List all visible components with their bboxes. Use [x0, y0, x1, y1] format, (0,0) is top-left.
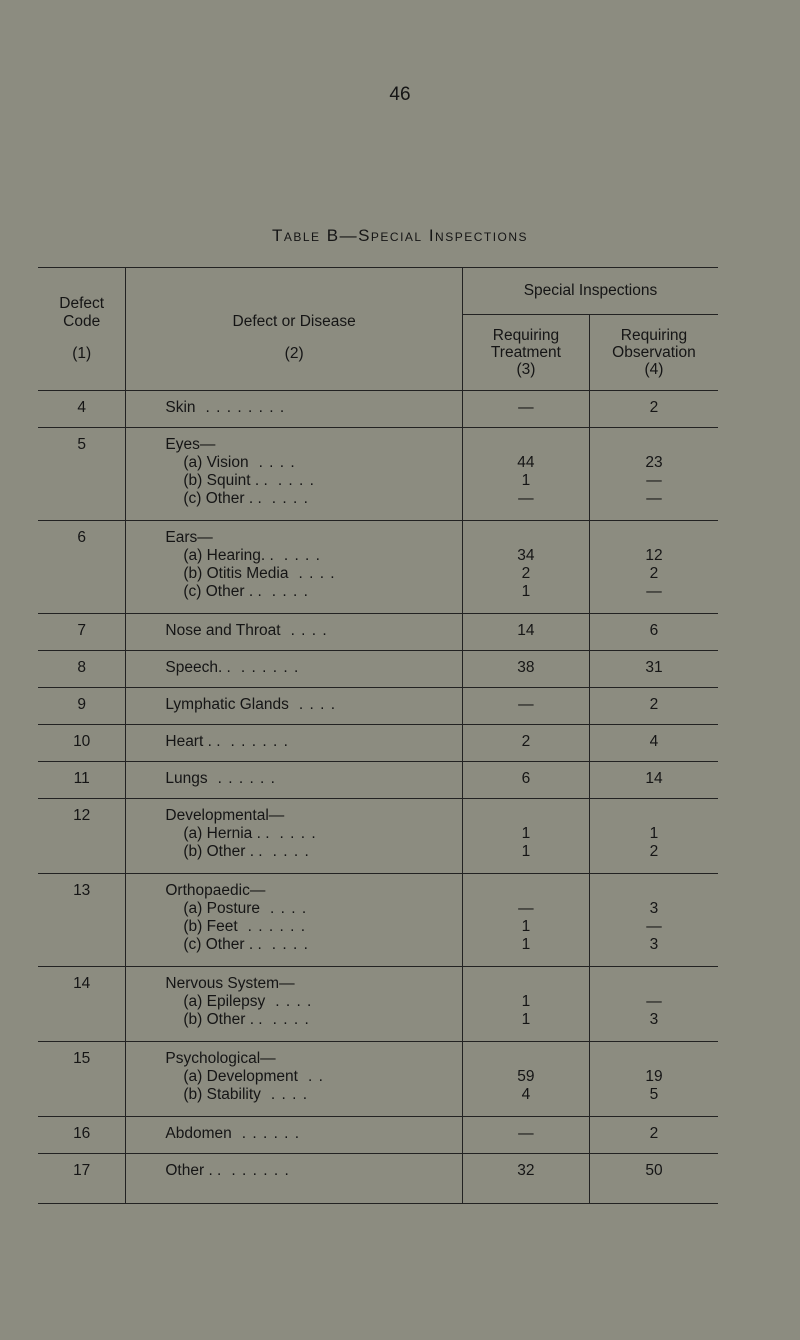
- treatment-value: —: [518, 696, 534, 713]
- observation-value: 2: [649, 843, 659, 860]
- leader-dots: . . . .: [270, 900, 308, 917]
- defect-label: Heart . .: [165, 733, 221, 750]
- defect-line: [165, 454, 456, 472]
- leader-dots: . . . .: [272, 1011, 310, 1028]
- treatment-value: 32: [517, 1162, 535, 1179]
- requiring-observation-cell: [589, 428, 718, 521]
- defect-line: [165, 490, 456, 508]
- requiring-treatment-cell: [462, 521, 589, 614]
- requiring-treatment-cell: [462, 651, 589, 688]
- defect-label: (a) Hearing. .: [183, 547, 274, 564]
- leader-dots: . . . .: [271, 490, 309, 507]
- observation-value: 5: [649, 1086, 659, 1103]
- defect-line: [165, 1125, 456, 1143]
- defect-label: (b) Squint . .: [183, 472, 268, 489]
- requiring-treatment-cell: [462, 874, 589, 967]
- defect-label: (a) Development: [183, 1068, 298, 1085]
- leader-dots: . . . . . .: [241, 1125, 301, 1142]
- treatment-value: 1: [521, 843, 531, 860]
- defect-code-cell: 5: [38, 428, 126, 521]
- treatment-value: 1: [521, 936, 531, 953]
- defect-line: [165, 583, 456, 601]
- observation-value: —: [646, 918, 662, 935]
- requiring-treatment-cell: [462, 967, 589, 1042]
- header-defect-or-disease: Defect or Disease (2): [126, 268, 463, 391]
- defect-line: [165, 993, 456, 1011]
- requiring-treatment-cell: [462, 799, 589, 874]
- requiring-observation-cell: [589, 1154, 718, 1204]
- treatment-value: 1: [521, 1011, 531, 1028]
- observation-value: 50: [645, 1162, 663, 1179]
- defect-label: (a) Vision: [183, 454, 249, 471]
- requiring-observation-cell: [589, 1042, 718, 1117]
- defect-name-cell: [126, 874, 463, 967]
- leader-dots: . . . .: [277, 472, 315, 489]
- observation-value: 3: [649, 900, 659, 917]
- requiring-observation-cell: [589, 799, 718, 874]
- defect-label: (a) Posture: [183, 900, 261, 917]
- special-inspections-table: [38, 267, 718, 1204]
- defect-name-cell: [126, 614, 463, 651]
- defect-label: Lungs: [165, 770, 208, 787]
- defect-name-cell: [126, 1117, 463, 1154]
- treatment-value: 44: [517, 454, 535, 471]
- defect-code-cell: 12: [38, 799, 126, 874]
- defect-code-cell: 13: [38, 874, 126, 967]
- defect-code-cell: 9: [38, 688, 126, 725]
- leader-dots: . . . . . .: [240, 659, 300, 676]
- defect-label: (a) Hernia . .: [183, 825, 270, 842]
- treatment-value: 59: [517, 1068, 535, 1085]
- defect-label: (c) Other . .: [183, 936, 262, 953]
- observation-value: 6: [649, 622, 659, 639]
- defect-label: Skin: [165, 399, 196, 416]
- defect-heading: Nervous System—: [165, 975, 295, 992]
- leader-dots: . . . .: [272, 843, 310, 860]
- defect-name-cell: [126, 521, 463, 614]
- defect-heading: Psychological—: [165, 1050, 276, 1067]
- treatment-value: 1: [521, 993, 531, 1010]
- leader-dots: . . . .: [290, 622, 328, 639]
- leader-dots: . . . .: [279, 825, 317, 842]
- table-title: Table B—Special Inspections: [271, 226, 529, 245]
- table-row: [38, 428, 718, 521]
- requiring-observation-cell: [589, 725, 718, 762]
- treatment-value: 2: [521, 565, 531, 582]
- defect-code-cell: 15: [38, 1042, 126, 1117]
- treatment-value: —: [518, 1125, 534, 1142]
- table-body: [38, 391, 718, 1204]
- requiring-observation-cell: [589, 1117, 718, 1154]
- leader-dots: . . . .: [298, 696, 337, 713]
- observation-value: 2: [649, 1125, 659, 1142]
- requiring-observation-cell: [589, 521, 718, 614]
- defect-line: [165, 936, 456, 954]
- defect-line: [165, 900, 456, 918]
- requiring-treatment-cell: [462, 428, 589, 521]
- defect-line: [165, 825, 456, 843]
- defect-name-cell: [126, 762, 463, 799]
- leader-dots: . . . .: [283, 547, 321, 564]
- defect-name-cell: [126, 725, 463, 762]
- defect-line: [165, 547, 456, 565]
- header-requiring-observation: Requiring Observation (4): [589, 315, 718, 391]
- leader-dots: . . . . . .: [217, 770, 276, 787]
- defect-code-cell: 11: [38, 762, 126, 799]
- table-row: [38, 688, 718, 725]
- defect-line: [165, 918, 456, 936]
- page-number: 46: [389, 84, 411, 105]
- defect-name-cell: [126, 391, 463, 428]
- defect-heading: Developmental—: [165, 807, 285, 824]
- requiring-treatment-cell: [462, 1154, 589, 1204]
- defect-label: (a) Epilepsy: [183, 993, 266, 1010]
- header-special-inspections: Special Inspections: [462, 268, 718, 315]
- defect-line: [165, 1162, 456, 1180]
- defect-line: [165, 770, 456, 788]
- treatment-value: —: [518, 399, 534, 416]
- table-row: [38, 1154, 718, 1204]
- defect-label: (b) Otitis Media: [183, 565, 289, 582]
- defect-line: [165, 399, 456, 417]
- defect-code-cell: 7: [38, 614, 126, 651]
- defect-label: (b) Feet: [183, 918, 238, 935]
- requiring-treatment-cell: [462, 725, 589, 762]
- table-row: [38, 391, 718, 428]
- treatment-value: 6: [521, 770, 531, 787]
- observation-value: —: [646, 993, 662, 1010]
- header-defect-code: Defect Code (1): [38, 268, 126, 391]
- defect-label: (b) Other . .: [183, 843, 263, 860]
- treatment-value: 1: [521, 472, 531, 489]
- table-row: [38, 1117, 718, 1154]
- defect-line: [165, 659, 456, 677]
- treatment-value: —: [518, 900, 534, 917]
- observation-value: 14: [645, 770, 663, 787]
- defect-heading: Ears—: [165, 529, 213, 546]
- table-row: [38, 967, 718, 1042]
- defect-heading: Eyes—: [165, 436, 216, 453]
- defect-label: (b) Stability: [183, 1086, 261, 1103]
- defect-line: [165, 1068, 456, 1086]
- leader-dots: . . . .: [271, 936, 309, 953]
- leader-dots: . . . . . .: [230, 733, 289, 750]
- requiring-observation-cell: [589, 967, 718, 1042]
- defect-line: [165, 565, 456, 583]
- observation-value: 31: [645, 659, 663, 676]
- defect-line: [165, 843, 456, 861]
- leader-dots: . . . .: [298, 565, 336, 582]
- treatment-value: 1: [521, 825, 531, 842]
- observation-value: —: [646, 583, 662, 600]
- defect-name-cell: [126, 967, 463, 1042]
- leader-dots: . . . .: [271, 583, 309, 600]
- treatment-value: 1: [521, 583, 531, 600]
- requiring-treatment-cell: [462, 762, 589, 799]
- defect-code-cell: 14: [38, 967, 126, 1042]
- defect-label: Abdomen: [165, 1125, 232, 1142]
- requiring-observation-cell: [589, 651, 718, 688]
- requiring-treatment-cell: [462, 614, 589, 651]
- defect-label: (c) Other . .: [183, 583, 262, 600]
- leader-dots: . . . . . .: [231, 1162, 290, 1179]
- treatment-value: —: [518, 490, 534, 507]
- observation-value: 19: [645, 1068, 663, 1085]
- header-requiring-treatment: Requiring Treatment (3): [462, 315, 589, 391]
- leader-dots: . . . .: [275, 993, 313, 1010]
- table-row: [38, 725, 718, 762]
- table-row: [38, 614, 718, 651]
- requiring-treatment-cell: [462, 688, 589, 725]
- defect-label: (c) Other . .: [183, 490, 262, 507]
- leader-dots: . . . .: [258, 454, 296, 471]
- defect-label: Speech. .: [165, 659, 231, 676]
- defect-name-cell: [126, 651, 463, 688]
- defect-code-cell: 16: [38, 1117, 126, 1154]
- treatment-value: 1: [521, 918, 531, 935]
- treatment-value: 4: [521, 1086, 531, 1103]
- requiring-observation-cell: [589, 614, 718, 651]
- defect-code-cell: 10: [38, 725, 126, 762]
- defect-line: [165, 696, 456, 714]
- defect-line: [165, 472, 456, 490]
- observation-value: 2: [649, 399, 659, 416]
- defect-name-cell: [126, 428, 463, 521]
- defect-name-cell: [126, 1154, 463, 1204]
- treatment-value: 34: [517, 547, 535, 564]
- defect-code-cell: 17: [38, 1154, 126, 1204]
- table-row: [38, 799, 718, 874]
- requiring-treatment-cell: [462, 1042, 589, 1117]
- defect-label: Nose and Throat: [165, 622, 281, 639]
- defect-code-cell: 6: [38, 521, 126, 614]
- table-row: [38, 1042, 718, 1117]
- leader-dots: . .: [307, 1068, 324, 1085]
- defect-code-cell: 4: [38, 391, 126, 428]
- observation-value: 3: [649, 1011, 659, 1028]
- leader-dots: . . . . . . . .: [205, 399, 286, 416]
- observation-value: 12: [645, 547, 663, 564]
- defect-label: Lymphatic Glands: [165, 696, 289, 713]
- requiring-observation-cell: [589, 762, 718, 799]
- treatment-value: 38: [517, 659, 535, 676]
- defect-label: (b) Other . .: [183, 1011, 263, 1028]
- requiring-observation-cell: [589, 391, 718, 428]
- table-row: [38, 874, 718, 967]
- observation-value: 3: [649, 936, 659, 953]
- treatment-value: 2: [521, 733, 531, 750]
- defect-label: Other . .: [165, 1162, 222, 1179]
- defect-line: [165, 1086, 456, 1104]
- leader-dots: . . . .: [270, 1086, 309, 1103]
- observation-value: —: [646, 490, 662, 507]
- table-row: [38, 651, 718, 688]
- requiring-treatment-cell: [462, 1117, 589, 1154]
- requiring-treatment-cell: [462, 391, 589, 428]
- requiring-observation-cell: [589, 874, 718, 967]
- leader-dots: . . . . . .: [247, 918, 307, 935]
- observation-value: 4: [649, 733, 659, 750]
- defect-name-cell: [126, 688, 463, 725]
- observation-value: 23: [645, 454, 663, 471]
- requiring-observation-cell: [589, 688, 718, 725]
- defect-heading: Orthopaedic—: [165, 882, 266, 899]
- defect-name-cell: [126, 799, 463, 874]
- defect-line: [165, 622, 456, 640]
- table-row: [38, 762, 718, 799]
- treatment-value: 14: [517, 622, 535, 639]
- table-row: [38, 521, 718, 614]
- observation-value: 2: [649, 565, 659, 582]
- defect-name-cell: [126, 1042, 463, 1117]
- observation-value: —: [646, 472, 662, 489]
- defect-line: [165, 1011, 456, 1029]
- observation-value: 1: [649, 825, 659, 842]
- observation-value: 2: [649, 696, 659, 713]
- defect-line: [165, 733, 456, 751]
- defect-code-cell: 8: [38, 651, 126, 688]
